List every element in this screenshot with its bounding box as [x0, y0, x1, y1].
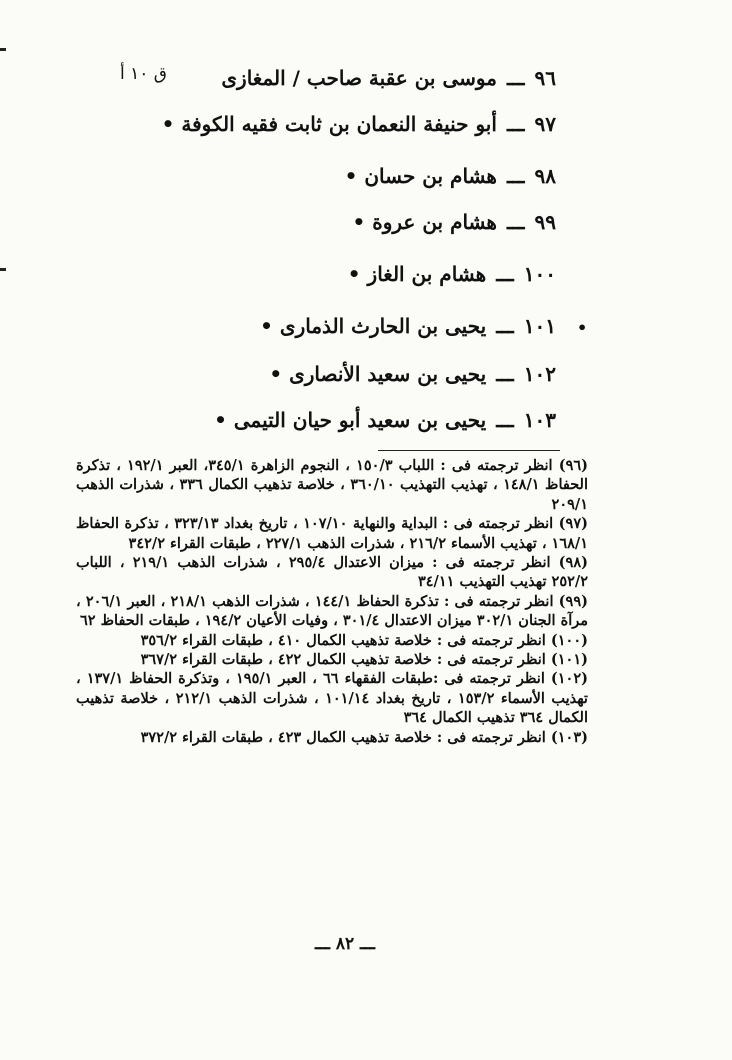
- entry-name: يحيى بن سعيد أبو حيان التيمى •: [214, 408, 487, 432]
- entry-number: ١٠٠: [523, 262, 556, 286]
- entry-dash: ـــ: [506, 66, 525, 90]
- page-number: ـــ ٨٢ ـــ: [314, 934, 375, 954]
- entry-name: يحيى بن سعيد الأنصارى •: [269, 362, 487, 386]
- entry-name: موسى بن عقبة صاحب / المغازى: [221, 66, 497, 90]
- entry-number: ١٠٢: [523, 362, 556, 386]
- entry-99: [353, 210, 557, 234]
- footnote-separator: [378, 450, 560, 451]
- entry-number: ١٠٣: [523, 408, 556, 432]
- entry-dash: ـــ: [506, 210, 525, 234]
- entry-name: هشام بن عروة •: [352, 210, 497, 234]
- entry-dash: ـــ: [496, 408, 514, 432]
- footnote-99: (٩٩) انظر ترجمته فى : تذكرة الحفاظ ١٤٤/١ ، شذرات الذهب ٢١٨/١ ، العبر ٢٠٦/١ ، مرآة الجنان ٣٠٢/١ ميزان الاعتدال ٣٠١/٤ ، وفيات الأعيان ١٩٤/٢ ، طبقات الحفاظ ٦٢: [76, 592, 588, 630]
- footnote-102: (١٠٢) انظر ترجمته فى :طبقات الفقهاء ٦٦ ، العبر ١٩٥/١ ، وتذكرة الحفاظ ١٣٧/١ ، تهذيب الأسماء ١٥٣/٢ ، تاريخ بغداد ١٠١/١٤ ، شذرات الذهب ٢١٢/١ ، خلاصة تذهيب الكمال ٣٦٤ تذهيب الكمال ٣٦٤: [76, 670, 588, 727]
- footnotes: [76, 456, 588, 747]
- entry-name: هشام بن الغاز •: [347, 262, 487, 286]
- manuscript-folio-note: ق ١٠ أ: [120, 64, 167, 84]
- entry-number: ٩٧: [534, 112, 556, 136]
- entry-number: ٩٩: [534, 210, 556, 234]
- footnote-101: (١٠١) انظر ترجمته فى : خلاصة تذهيب الكمال ٤٢٢ ، طبقات القراء ٣٦٧/٢: [140, 651, 588, 669]
- entry-dash: ـــ: [496, 262, 514, 286]
- entry-100: [348, 262, 556, 286]
- entry-dash: ـــ: [496, 314, 514, 338]
- entry-number: ١٠١: [523, 314, 556, 338]
- entry-98: [345, 164, 556, 188]
- footnote-96: (٩٦) انظر ترجمته فى : اللباب ١٥٠/٣ ، النجوم الزاهرة ٣٤٥/١، العبر ١٩٢/١ ، تذكرة الحفاظ ١٤٨/١ ، تهذيب التهذيب ٣٦٠/١٠ ، خلاصة تذهيب الكمال ٣٣٦ ، شذرات الذهب ٢٠٩/١: [76, 457, 589, 513]
- entry-101: [260, 314, 556, 338]
- footnote-98: (٩٨) انظر ترجمته فى : ميزان الاعتدال ٢٩٥/٤ ، شذرات الذهب ٢١٩/١ ، اللباب ٢٥٢/٢ تهذيب التهذيب ٣٤/١١: [76, 554, 588, 591]
- entry-dash: ـــ: [496, 362, 514, 386]
- entry-dash: ـــ: [506, 164, 525, 188]
- entry-96: [221, 66, 556, 90]
- entry-dash: ـــ: [506, 112, 525, 136]
- entry-102: [269, 362, 556, 386]
- footnote-103: (١٠٣) انظر ترجمته فى : خلاصة تذهيب الكمال ٤٢٣ ، طبقات القراء ٣٧٢/٢: [140, 728, 588, 746]
- entry-103: [214, 408, 556, 432]
- scan-edge-mark: [0, 268, 6, 271]
- scan-edge-mark: [0, 48, 6, 51]
- entry-number: ٩٨: [534, 164, 556, 188]
- margin-bullet: •: [577, 318, 588, 337]
- footnote-100: (١٠٠) انظر ترجمته فى : خلاصة تذهيب الكمال ٤١٠ ، طبقات القراء ٣٥٦/٢: [140, 631, 588, 649]
- entry-name: أبو حنيفة النعمان بن ثابت فقيه الكوفة •: [161, 112, 497, 136]
- entry-name: هشام بن حسان •: [344, 164, 497, 188]
- entry-97: [162, 112, 556, 136]
- entry-name: يحيى بن الحارث الذمارى •: [260, 314, 487, 338]
- footnote-97: (٩٧) انظر ترجمته فى : البداية والنهاية ١٠٧/١٠ ، تاريخ بغداد ٣٢٣/١٣ ، تذكرة الحفاظ ١٦٨/١ ، تهذيب الأسماء ٢١٦/٢ ، شذرات الذهب ٢٢٧/١ ، طبقات القراء ٣٤٢/٢: [76, 515, 588, 552]
- entry-number: ٩٦: [534, 66, 556, 90]
